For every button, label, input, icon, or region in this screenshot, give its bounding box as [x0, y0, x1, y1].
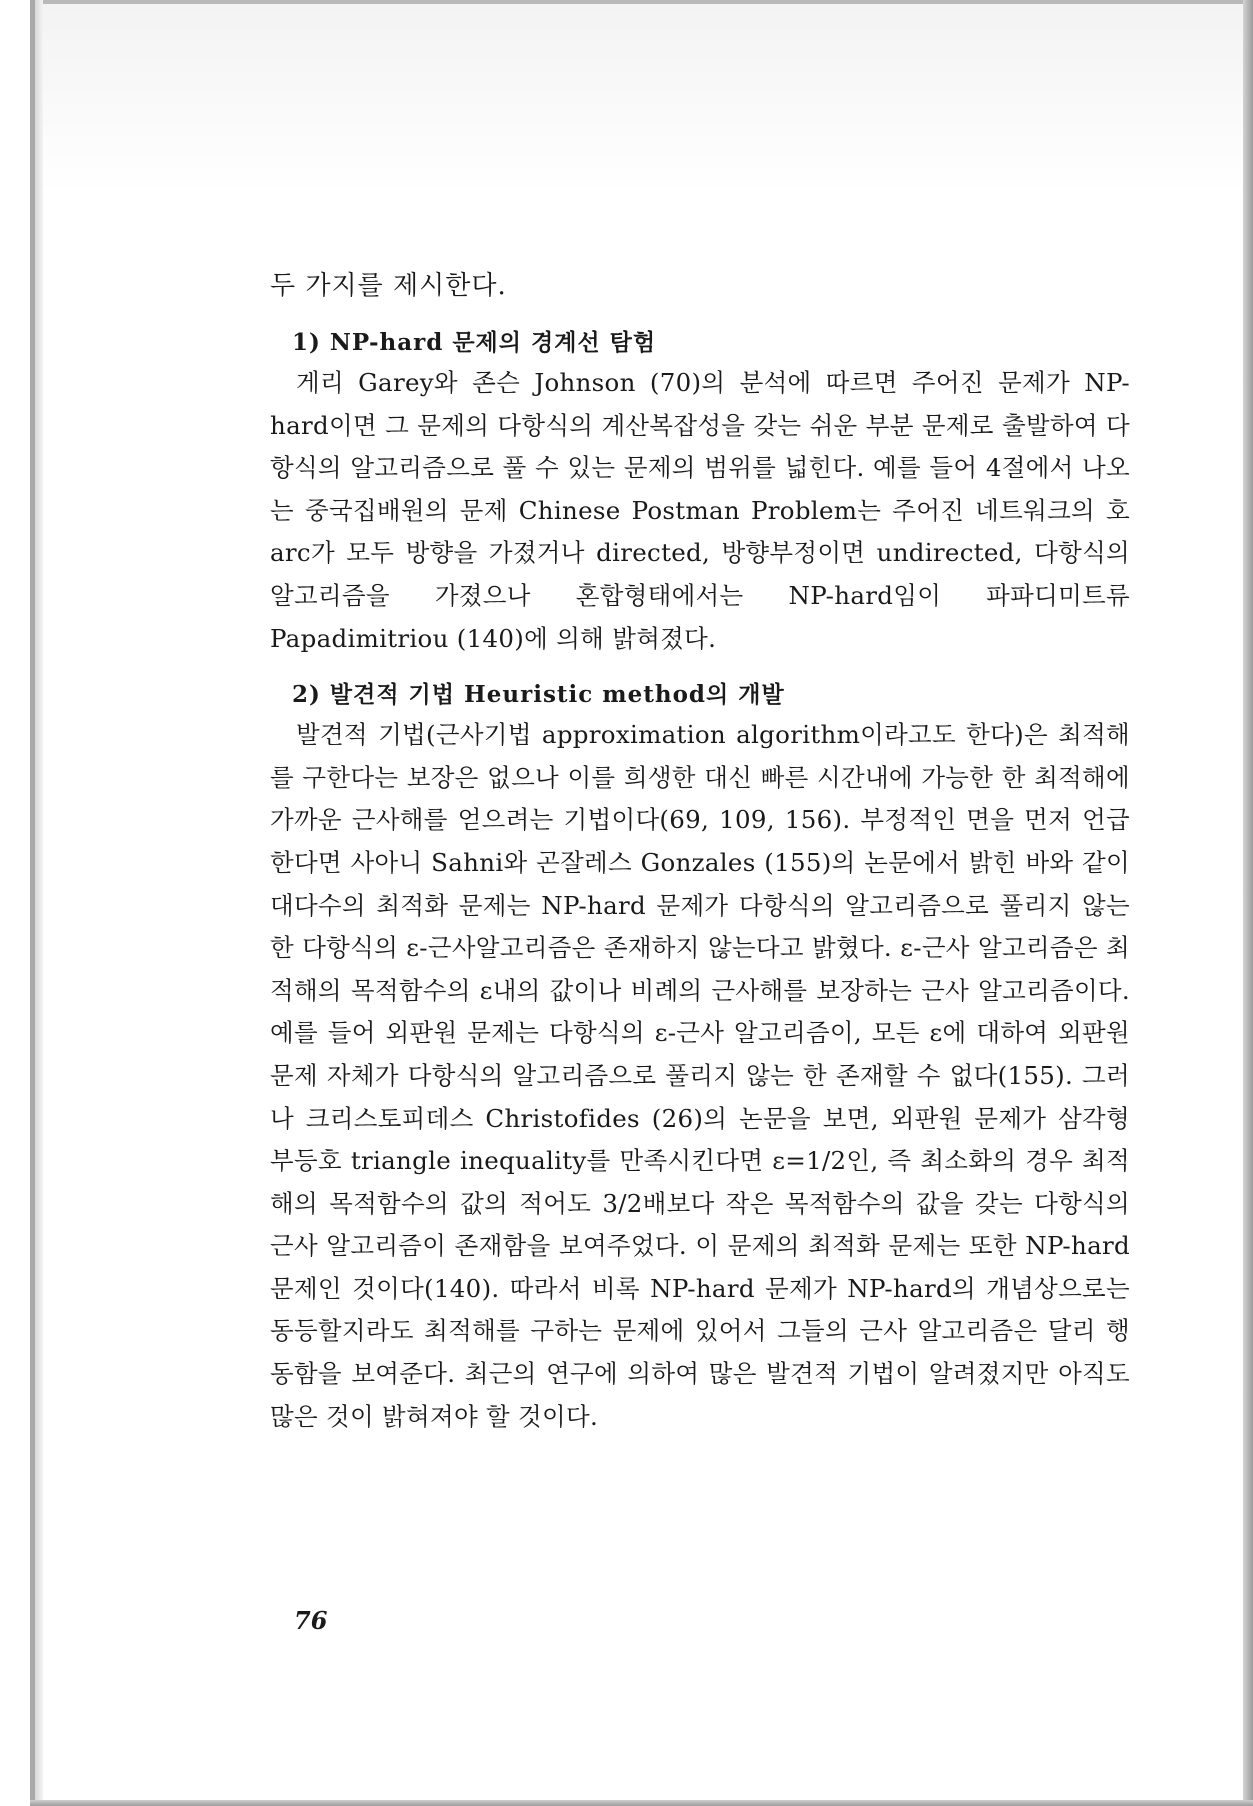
lead-paragraph: 두 가지를 제시한다.	[270, 271, 507, 301]
section-body-np-hard: 게리 Garey와 존슨 Johnson (70)의 분석에 따르면 주어진 문제가 NP-hard이면 그 문제의 다항식의 계산복잡성을 갖는 쉬운 부분 문제로 출발하여 다항식의 알고리즘으로 풀 수 있는 문제의 범위를 넓힌다. 예를 들어 4절에서 나오는 중국집배원의 문제 Chinese Postman Problem는 주어진 네트워크의 호 arc가 모두 방향을 가졌거나 directed, 방향부정이면 undirected, 다항식의 알고리즘을 가졌으나 혼합형태에서는 NP-hard임이 파파디미트류 Papadimitriou (140)에 의해 밝혀졌다.	[270, 368, 1130, 653]
section-heading-np-hard: 1) NP-hard 문제의 경계선 탐험	[292, 329, 657, 356]
section-gap	[270, 660, 1130, 678]
page-gutter-shadow	[35, 0, 43, 1806]
page-edge-right	[1243, 0, 1253, 1806]
page-body	[270, 268, 1130, 1438]
page-top-shade	[43, 4, 1243, 194]
page-edge-bottom	[30, 1800, 1253, 1806]
page-number: 76	[294, 1606, 328, 1635]
section-body-heuristic: 발견적 기법(근사기법 approximation algorithm이라고도 한다)은 최적해를 구한다는 보장은 없으나 이를 희생한 대신 빠른 시간내에 가능한 한 최적해에 가까운 근사해를 얻으려는 기법이다(69, 109, 156). 부정적인 면을 먼저 언급한다면 사아니 Sahni와 곤잘레스 Gonzales (155)의 논문에서 밝힌 바와 같이 대다수의 최적화 문제는 NP-hard 문제가 다항식의 알고리즘으로 풀리지 않는 한 다항식의 ε-근사알고리즘은 존재하지 않는다고 밝혔다. ε-근사 알고리즘은 최적해의 목적함수의 ε내의 값이나 비례의 근사해를 보장하는 근사 알고리즘이다. 예를 들어 외판원 문제는 다항식의 ε-근사 알고리즘이, 모든 ε에 대하여 외판원 문제 자체가 다항식의 알고리즘으로 풀리지 않는 한 존재할 수 없다(155). 그러나 크리스토피데스 Christofides (26)의 논문을 보면, 외판원 문제가 삼각형 부등호 triangle inequality를 만족시킨다면 ε=1/2인, 즉 최소화의 경우 최적해의 목적함수의 값의 적어도 3/2배보다 작은 목적함수의 값을 갖는 다항식의 근사 알고리즘이 존재함을 보여주었다. 이 문제의 최적화 문제는 또한 NP-hard 문제인 것이다(140). 따라서 비록 NP-hard 문제가 NP-hard의 개념상으로는 동등할지라도 최적해를 구하는 문제에 있어서 그들의 근사 알고리즘은 달리 행동함을 보여준다. 최근의 연구에 의하여 많은 발견적 기법이 알려졌지만 아직도 많은 것이 밝혀져야 할 것이다.	[270, 720, 1130, 1431]
section-heading-heuristic: 2) 발견적 기법 Heuristic method의 개발	[292, 681, 785, 709]
